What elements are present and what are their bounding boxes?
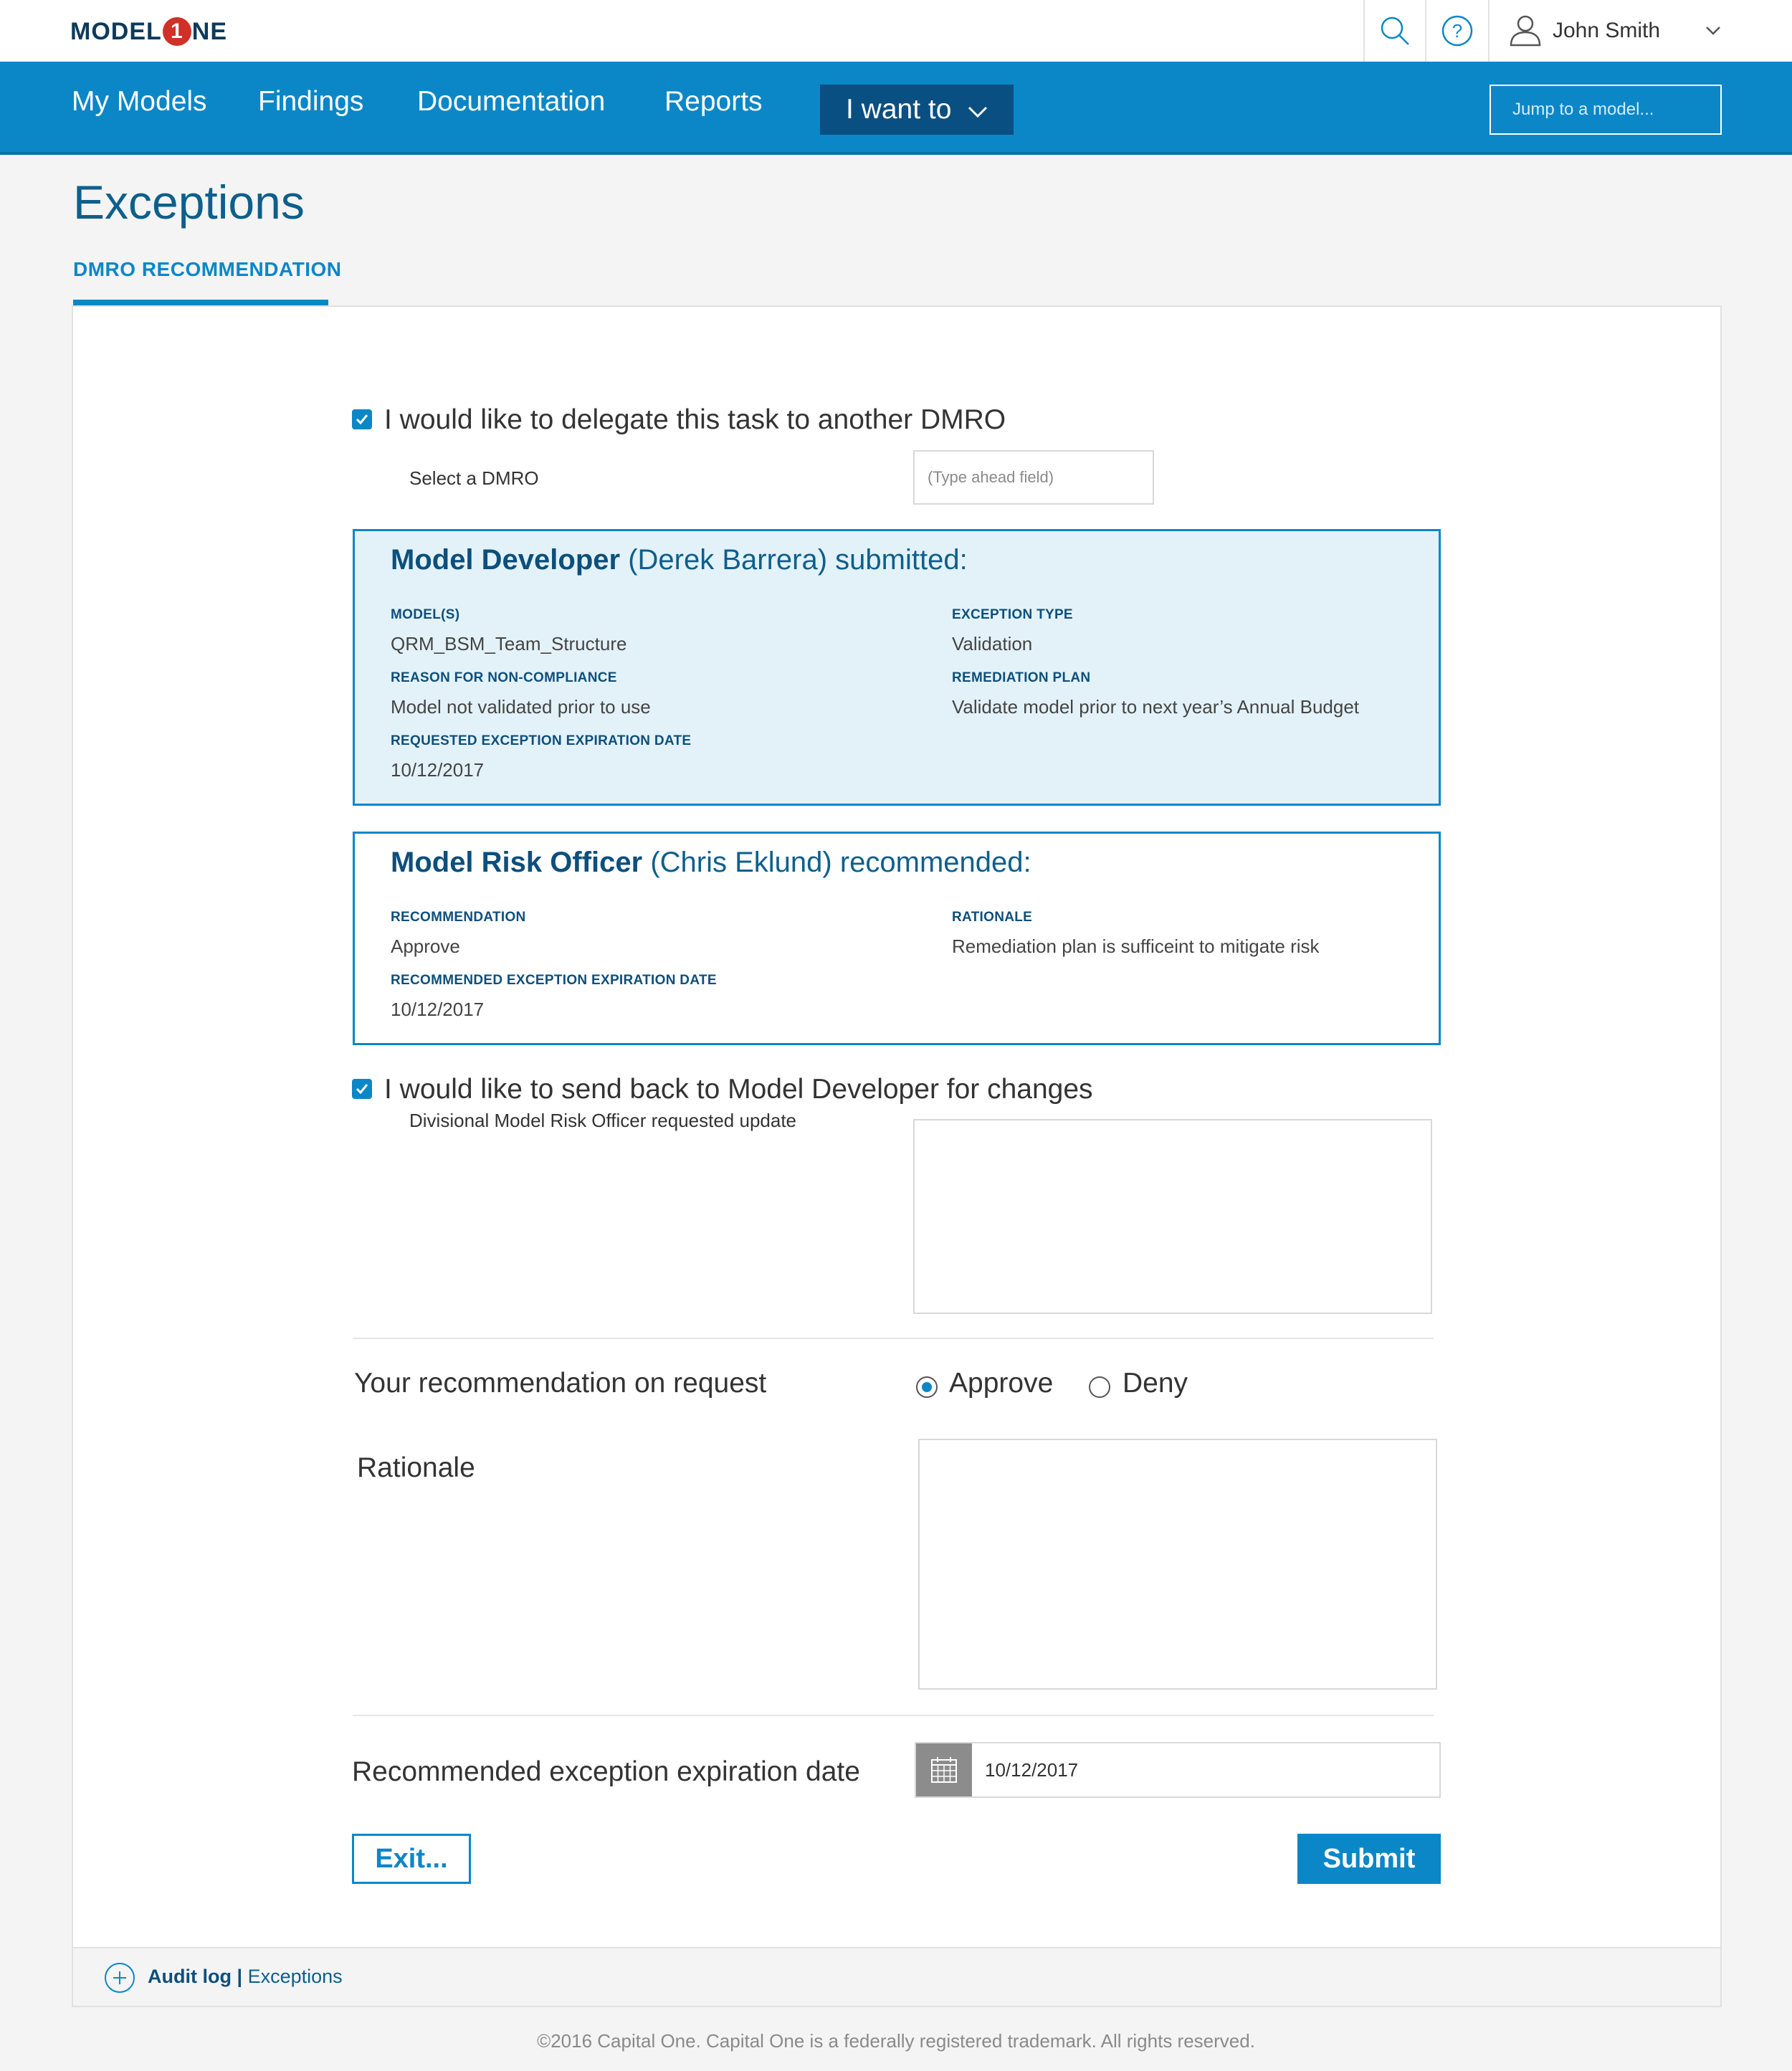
calendar-icon[interactable] (916, 1743, 972, 1796)
delegate-checkbox[interactable] (352, 409, 372, 429)
divider (1425, 0, 1426, 62)
deny-label: Deny (1123, 1368, 1188, 1399)
jump-to-model-input[interactable] (1490, 85, 1722, 135)
models-label: MODEL(S) (391, 607, 460, 622)
logo-text-left: MODEL (70, 17, 162, 45)
developer-submission-box (353, 529, 1441, 806)
developer-person: (Derek Barrera) submitted: (628, 544, 968, 576)
logo-text-right: NE (191, 17, 228, 45)
select-dmro-label: Select a DMRO (409, 467, 539, 489)
tab-active-indicator (73, 300, 328, 305)
audit-log-breadcrumb (148, 1966, 343, 1988)
page-title: Exceptions (73, 176, 305, 229)
copyright-footer: ©2016 Capital One. Capital One is a federally registered trademark. All rights reserved. (537, 2030, 1255, 2052)
audit-log-link[interactable]: Audit log (148, 1966, 232, 1987)
nav-my-models[interactable]: My Models (72, 86, 207, 117)
top-bar (0, 0, 1792, 62)
delegate-label: I would like to delegate this task to another DMRO (384, 404, 1006, 435)
search-icon[interactable] (1377, 13, 1413, 49)
check-icon (355, 412, 369, 427)
chevron-down-icon[interactable] (1705, 22, 1722, 42)
recommendation-value: Approve (391, 935, 460, 957)
requested-date-label: REQUESTED EXCEPTION EXPIRATION DATE (391, 733, 692, 748)
requested-update-textarea[interactable] (913, 1119, 1432, 1314)
recommended-date-label: RECOMMENDED EXCEPTION EXPIRATION DATE (391, 973, 717, 988)
risk-person: (Chris Eklund) recommended: (650, 847, 1031, 878)
model-one-logo[interactable] (70, 16, 227, 47)
i-want-to-menu[interactable] (820, 85, 1014, 135)
nav-documentation[interactable]: Documentation (417, 86, 606, 117)
send-back-label: I would like to send back to Model Developer for changes (384, 1074, 1093, 1105)
user-name: John Smith (1553, 19, 1661, 42)
tab-dmro-recommendation[interactable]: DMRO RECOMMENDATION (73, 258, 342, 280)
nav-reports[interactable]: Reports (664, 86, 763, 117)
models-value: QRM_BSM_Team_Structure (391, 633, 627, 654)
rationale-field-label: Rationale (357, 1452, 475, 1483)
chevron-down-icon (967, 105, 988, 119)
exception-type-value: Validation (952, 633, 1033, 654)
reason-value: Model not validated prior to use (391, 696, 651, 718)
help-icon[interactable] (1439, 13, 1475, 49)
exit-button[interactable]: Exit... (352, 1834, 471, 1884)
rationale-value: Remediation plan is sufficeint to mitigate risk (952, 935, 1320, 957)
risk-role: Model Risk Officer (391, 847, 643, 878)
audit-log-bar (72, 1947, 1722, 2007)
remediation-label: REMEDIATION PLAN (952, 670, 1091, 685)
divider (353, 1715, 1434, 1716)
user-icon (1508, 12, 1543, 50)
recommendation-label: RECOMMENDATION (391, 910, 526, 925)
submit-button[interactable]: Submit (1297, 1834, 1441, 1884)
logo-badge: 1 (163, 17, 191, 46)
audit-exceptions-link[interactable]: Exceptions (247, 1966, 343, 1987)
reason-label: REASON FOR NON-COMPLIANCE (391, 670, 617, 685)
check-icon (355, 1082, 369, 1096)
risk-officer-box (353, 832, 1441, 1045)
divider (1488, 0, 1490, 62)
svg-text:?: ? (1452, 20, 1463, 42)
send-back-checkbox[interactable] (352, 1079, 372, 1099)
i-want-to-label: I want to (846, 94, 952, 125)
requested-update-label: Divisional Model Risk Officer requested update (409, 1110, 797, 1131)
recommended-date-value: 10/12/2017 (391, 999, 485, 1020)
your-recommendation-label: Your recommendation on request (354, 1368, 767, 1399)
rationale-label: RATIONALE (952, 910, 1033, 925)
user-menu[interactable] (1508, 11, 1660, 50)
breadcrumb-separator: | (237, 1966, 243, 1987)
deny-radio[interactable] (1089, 1376, 1110, 1398)
expiration-date-label: Recommended exception expiration date (352, 1756, 860, 1787)
exception-type-label: EXCEPTION TYPE (952, 607, 1073, 622)
developer-box-title (391, 544, 968, 576)
risk-box-title (391, 847, 1031, 879)
developer-role: Model Developer (391, 544, 621, 576)
expiration-date-field[interactable] (915, 1742, 1441, 1798)
dmro-typeahead-input[interactable] (913, 450, 1154, 505)
nav-findings[interactable]: Findings (258, 86, 364, 117)
main-nav (0, 62, 1792, 155)
approve-label: Approve (949, 1368, 1054, 1399)
approve-radio[interactable] (916, 1376, 938, 1398)
rationale-textarea[interactable] (918, 1439, 1437, 1690)
divider (1363, 0, 1365, 62)
remediation-value: Validate model prior to next year’s Annual Budget (952, 696, 1360, 718)
divider (353, 1338, 1434, 1339)
expand-plus-icon[interactable] (105, 1963, 135, 1993)
requested-date-value: 10/12/2017 (391, 759, 485, 781)
expiration-date-value[interactable]: 10/12/2017 (985, 1759, 1079, 1781)
